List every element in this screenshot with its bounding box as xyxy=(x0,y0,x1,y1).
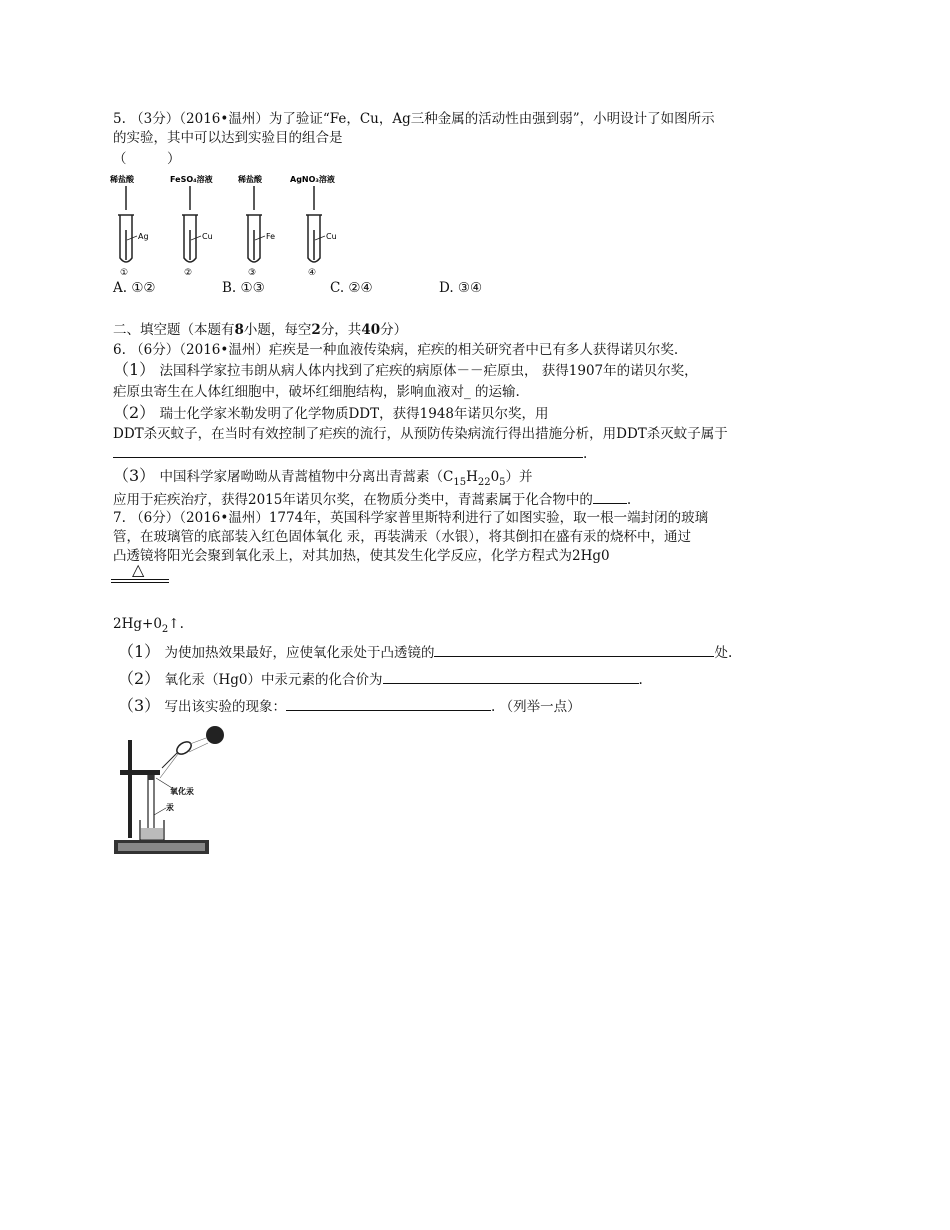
q7-apparatus-figure xyxy=(110,720,240,864)
tube-2-number: ② xyxy=(184,268,193,278)
section-2-title xyxy=(113,321,407,339)
q7-part3-end: . （列举一点） xyxy=(490,699,581,715)
stand-rod xyxy=(128,740,132,838)
q6-formula-sub-5: 5 xyxy=(499,477,506,488)
tube-3-metal: Fe xyxy=(266,232,276,241)
tube-4-number: ④ xyxy=(308,268,317,278)
q5-option-a[interactable]: A. ①② xyxy=(113,280,156,296)
q6-part1-number: （1） xyxy=(113,360,156,379)
q6-part3-text-post: ）并 xyxy=(505,469,533,485)
q5-option-c[interactable]: C. ②④ xyxy=(330,280,373,296)
q7-equals-line-bottom xyxy=(111,582,169,583)
q7-part2 xyxy=(118,670,643,689)
glass-tube xyxy=(148,775,154,835)
tube-2-reagent: FeSO₄溶液 xyxy=(170,175,213,184)
q7-part3-number: （3） xyxy=(118,696,161,715)
section-2-title-d: 分） xyxy=(380,322,408,338)
section-2-title-a: 二、填空题（本题有 xyxy=(113,322,235,338)
section-2-points-each: 2 xyxy=(311,322,321,338)
tube-4-metal: Cu xyxy=(326,232,337,241)
q7-part3-blank[interactable] xyxy=(286,697,491,711)
q6-formula-h: H xyxy=(466,469,478,485)
q7-part1-blank[interactable] xyxy=(434,643,714,657)
q7-line1: 7. （6分）（2016•温州）1774年，英国科学家普里斯特利进行了如图实验，取一根一端封闭的玻璃 xyxy=(113,510,709,526)
q5-answer-paren: （ ） xyxy=(113,151,181,167)
section-2-count: 8 xyxy=(234,322,244,338)
q7-part1-text: 为使加热效果最好，应使氧化汞处于凸透镜的 xyxy=(164,645,435,661)
section-2-title-c: 分，共 xyxy=(320,322,362,338)
q6-part1-line2: 疟原虫寄生在人体红细胞中，破坏红细胞结构，影响血液对_ 的运输. xyxy=(113,384,520,400)
label-mercury: 汞 xyxy=(166,803,174,812)
q6-part3-number: （3） xyxy=(113,466,156,485)
q6-part2-line1 xyxy=(113,404,549,423)
q6-formula-o: 0 xyxy=(490,469,500,485)
q6-intro: 6. （6分）（2016•温州）疟疾是一种血液传染病，疟疾的相关研究者中已有多人获得诺贝尔奖. xyxy=(113,342,679,358)
q7-part1 xyxy=(118,643,732,662)
q6-part3-blank[interactable] xyxy=(593,490,627,504)
q7-part1-number: （1） xyxy=(118,642,161,661)
q7-products xyxy=(113,615,184,633)
q6-part2-blank[interactable] xyxy=(113,444,583,458)
q6-part2-answer-line xyxy=(113,444,587,463)
q6-part1-text-a: 法国科学家拉韦朗从病人体内找到了疟疾的病原体－－疟原虫， 获得1907年的诺贝尔奖， xyxy=(159,363,698,379)
tube-3-reagent: 稀盐酸 xyxy=(238,175,262,184)
q6-part3-line1 xyxy=(113,467,533,486)
q7-equals-line-top xyxy=(111,579,169,580)
q7-products-b: ↑. xyxy=(168,616,184,632)
tube-2-metal: Cu xyxy=(202,232,213,241)
tube-1-number: ① xyxy=(120,268,129,278)
tube-3 xyxy=(237,174,275,278)
q7-part2-number: （2） xyxy=(118,669,161,688)
q7-part2-blank[interactable] xyxy=(383,670,639,684)
tube-3-number: ③ xyxy=(248,268,257,278)
q7-part2-end: . xyxy=(638,672,643,688)
q7-products-a: 2Hg+0 xyxy=(113,616,162,632)
label-mercury-oxide: 氧化汞 xyxy=(170,787,194,796)
q6-part2-end: . xyxy=(583,446,588,462)
tube-1-reagent: 稀盐酸 xyxy=(110,175,134,184)
tube-1 xyxy=(109,174,149,278)
section-2-title-b: 小题，每空 xyxy=(243,322,312,338)
q7-part3 xyxy=(118,697,581,716)
q6-part1-line1 xyxy=(113,361,698,380)
tube-4-reagent: AgNO₃溶液 xyxy=(290,175,335,184)
tube-2 xyxy=(170,174,213,278)
section-2-total: 40 xyxy=(361,322,381,338)
q6-part3-end: . xyxy=(626,492,632,508)
q6-part3-line2 xyxy=(113,490,631,509)
q5-line1: 5. （3分）（2016•温州）为了验证“Fe，Cu，Ag三种金属的活动性由强到弱”，小明设计了如图所示 xyxy=(113,111,715,127)
q5-line2: 的实验，其中可以达到实验目的组合是 xyxy=(113,130,343,146)
q7-line3: 凸透镜将阳光会聚到氧化汞上，对其加热，使其发生化学反应，化学方程式为2Hg0 xyxy=(113,548,610,564)
tube-4 xyxy=(290,174,337,278)
q7-part2-text: 氧化汞（Hg0）中汞元素的化合价为 xyxy=(164,672,383,688)
q5-test-tubes-figure xyxy=(108,170,358,284)
q6-part2-text-a: 瑞士化学家米勒发明了化学物质DDT，获得1948年诺贝尔奖，用 xyxy=(159,406,549,422)
q6-part2-number: （2） xyxy=(113,403,156,422)
q6-formula-sub-15: 15 xyxy=(453,477,467,488)
q6-formula-sub-22: 22 xyxy=(477,477,491,488)
q6-part3-text-pre: 中国科学家屠呦呦从青蒿植物中分离出青蒿素（C xyxy=(159,469,454,485)
q6-part2-line2: DDT杀灭蚊子，在当时有效控制了疟疾的流行，从预防传染病流行得出措施分析，用DDT杀灭蚊子属于 xyxy=(113,426,728,442)
q6-part3-text-b: 应用于疟疾治疗，获得2015年诺贝尔奖，在物质分类中，青蒿素属于化合物中的 xyxy=(113,492,593,508)
sun-icon xyxy=(206,726,224,744)
q5-option-d[interactable]: D. ③④ xyxy=(439,280,483,296)
q7-products-sub: 2 xyxy=(161,624,169,635)
q7-line2: 管，在玻璃管的底部装入红色固体氧化 汞，再装满汞（水银），将其倒扣在盛有汞的烧杯中，通过 xyxy=(113,529,692,545)
tube-1-metal: Ag xyxy=(138,232,149,241)
lens-icon xyxy=(175,739,194,756)
q7-delta-symbol: △ xyxy=(132,560,145,579)
q7-part3-text: 写出该实验的现象： xyxy=(164,699,286,715)
q7-part1-end: 处. xyxy=(714,645,733,661)
q5-option-b[interactable]: B. ①③ xyxy=(222,280,265,296)
